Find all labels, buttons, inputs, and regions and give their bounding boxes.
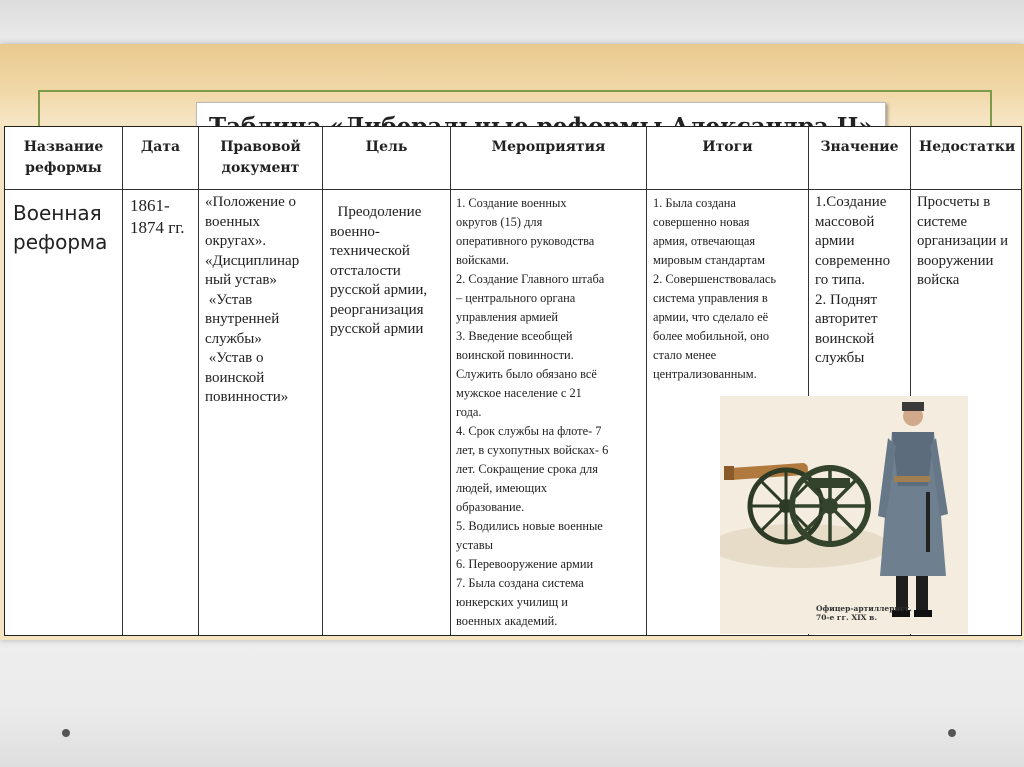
cannon-and-officer-icon	[720, 396, 968, 634]
cell-date: 1861- 1874 гг.	[130, 196, 185, 237]
illustration-caption: Офицер-артиллерист. 70-е гг. XIX в.	[816, 604, 912, 622]
cell-measures: 1. Создание военных округов (15) для оперативного руководства войсками. 2. Создание Главного штаба – центрального органа управления армией 3. Введение всеобщей воинской повинности. Служить было обязано всё мужское население с 21 года. 4. Срок службы на флоте- 7 лет, в сухопутных войсках- 6 лет. Сокращение срока для людей, имеющих образование. 5. Водились новые военные уставы 6. Перевооружение армии 7. Была создана система юнкерских училищ и военных академий.	[456, 196, 609, 628]
header-goal: Цель	[365, 139, 408, 155]
header-date: Дата	[140, 139, 181, 155]
header-shortcomings: Недостатки	[919, 139, 1016, 155]
header-document: Правовой документ	[220, 139, 301, 176]
header-name: Название реформы	[23, 139, 104, 176]
header-divider	[5, 189, 1021, 190]
artillery-officer-illustration	[720, 396, 968, 634]
cell-documents: «Положение о военных округах». «Дисциплинар ный устав» «Устав внутренней службы» «Устав о воинской повинности»	[205, 194, 300, 405]
cell-significance: 1.Создание массовой армии современно го типа. 2. Поднят авторитет воинской службы	[815, 194, 891, 366]
cell-results: 1. Была создана совершенно новая армия, отвечающая мировым стандартам 2. Совершенствовалась система управления в армии, что сделало её более мобильной, оно стало менее централизованным.	[653, 196, 776, 381]
header-significance: Значение	[820, 139, 899, 155]
cell-goal: Преодоление военно- технической отсталости русской армии, реорганизация русской армии	[330, 204, 428, 337]
header-results: Итоги	[702, 139, 753, 155]
cell-reform-name: Военная реформа	[13, 201, 108, 254]
header-measures: Мероприятия	[491, 139, 606, 155]
slide-nav-left-dot[interactable]	[62, 729, 70, 737]
cell-shortcomings: Просчеты в системе организации и вооружении войска	[917, 194, 1009, 288]
slide-nav-right-dot[interactable]	[948, 729, 956, 737]
